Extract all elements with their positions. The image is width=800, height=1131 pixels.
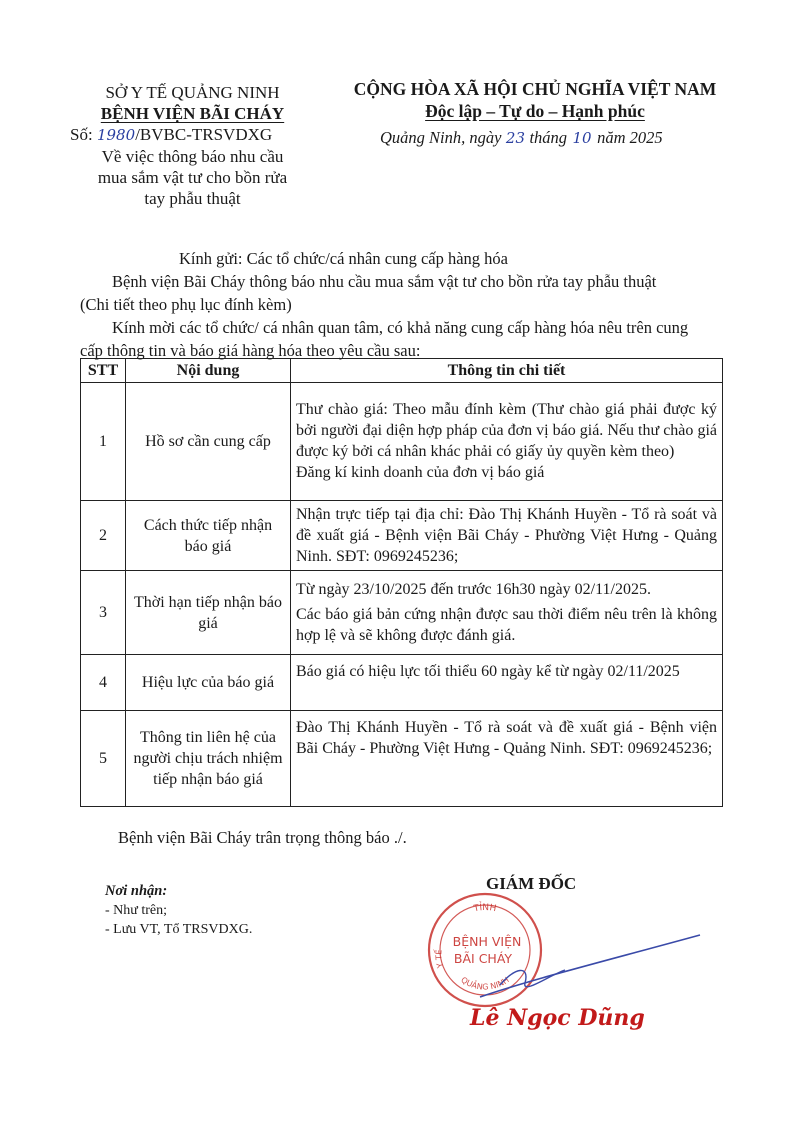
row-content: Thông tin liên hệ của người chịu trách nhiệm tiếp nhận báo giá	[126, 711, 291, 807]
svg-text:BÃI CHÁY: BÃI CHÁY	[453, 951, 513, 966]
agency-name: SỞ Y TẾ QUẢNG NINH	[105, 83, 280, 102]
table-row	[81, 571, 723, 655]
column-header-stt: STT	[81, 359, 126, 383]
signer-name: Lê Ngọc Dũng	[470, 1005, 645, 1031]
doc-number-handwritten: 1980	[96, 126, 136, 144]
date-day-handwritten: 23	[505, 129, 526, 147]
svg-text:QUẢNG NINH: QUẢNG NINH	[459, 975, 511, 992]
paragraph-line: cấp thông tin và báo giá hàng hóa theo yêu cầu sau:	[80, 341, 421, 360]
hospital-name: BỆNH VIỆN BÃI CHÁY	[100, 104, 285, 123]
paragraph-line: (Chi tiết theo phụ lục đính kèm)	[80, 295, 292, 314]
signature-title: GIÁM ĐỐC	[486, 874, 577, 893]
subject-line: mua sắm vật tư cho bồn rửa	[97, 168, 288, 187]
table-row	[81, 655, 723, 711]
subject-line: Về việc thông báo nhu cầu	[101, 147, 284, 166]
recipients-title: Nơi nhận:	[105, 883, 168, 899]
row-number: 1	[81, 383, 126, 501]
recipient-item: - Như trên;	[105, 903, 168, 918]
table-row	[81, 383, 723, 501]
paragraph-line: Bệnh viện Bãi Cháy thông báo nhu cầu mua sắm vật tư cho bồn rửa tay phẫu thuật	[112, 272, 657, 291]
document-date: Quảng Ninh, ngày 23 tháng 10 năm 2025	[380, 128, 663, 147]
row-number: 4	[81, 655, 126, 711]
left-header	[60, 82, 325, 209]
row-content: Hiệu lực của báo giá	[126, 655, 291, 711]
column-header-content: Nội dung	[126, 359, 291, 383]
row-detail: Nhận trực tiếp tại địa chỉ: Đào Thị Khánh Huyền - Tổ rà soát và đề xuất giá - Bệnh viện Bãi Cháy - Phường Việt Hưng - Quảng Ninh. SĐT: 0969245236;	[291, 501, 723, 571]
table-row	[81, 501, 723, 571]
motto: Độc lập – Tự do – Hạnh phúc	[425, 101, 645, 121]
national-title: CỘNG HÒA XÃ HỘI CHỦ NGHĨA VIỆT NAM	[353, 79, 717, 99]
greeting: Kính gửi: Các tổ chức/cá nhân cung cấp hàng hóa	[179, 249, 508, 268]
row-detail: Đào Thị Khánh Huyền - Tổ rà soát và đề xuất giá - Bệnh viện Bãi Cháy - Phường Việt Hưng - Quảng Ninh. SĐT: 0969245236;	[291, 711, 723, 807]
row-number: 5	[81, 711, 126, 807]
row-detail: Báo giá có hiệu lực tối thiểu 60 ngày kể từ ngày 02/11/2025	[291, 655, 723, 711]
paragraph-line: Kính mời các tổ chức/ cá nhân quan tâm, có khả năng cung cấp hàng hóa nêu trên cung	[112, 318, 689, 337]
row-content: Thời hạn tiếp nhận báo giá	[126, 571, 291, 655]
recipients-block	[105, 882, 252, 939]
svg-text:TỈNH: TỈNH	[472, 902, 498, 915]
row-content: Hồ sơ cần cung cấp	[126, 383, 291, 501]
document-number: Số: 1980 /BVBC-TRSVDXG	[70, 125, 273, 144]
recipient-item: - Lưu VT, Tổ TRSVDXG.	[105, 922, 253, 937]
closing-statement: Bệnh viện Bãi Cháy trân trọng thông báo ./.	[118, 828, 407, 847]
svg-text:Y TẾ: Y TẾ	[434, 949, 446, 969]
row-detail: Thư chào giá: Theo mẫu đính kèm (Thư chào giá phải được ký bởi người đại diện hợp pháp của đơn vị báo giá. Nếu thư chào giá được ký bởi cá nhân khác phải có giấy ủy quyền kèm theo) Đăng kí kinh doanh của đơn vị báo giá	[291, 383, 723, 501]
row-content: Cách thức tiếp nhận báo giá	[126, 501, 291, 571]
signature-stroke-icon	[470, 925, 710, 1005]
date-month-handwritten: 10	[572, 129, 592, 147]
svg-text:BỆNH VIỆN: BỆNH VIỆN	[452, 934, 522, 949]
column-header-detail: Thông tin chi tiết	[291, 359, 723, 383]
right-header	[320, 78, 750, 122]
requirements-table	[80, 358, 723, 807]
row-detail: Từ ngày 23/10/2025 đến trước 16h30 ngày 02/11/2025. Các báo giá bản cứng nhận được sau thời điểm nêu trên là không hợp lệ và sẽ không được đánh giá.	[291, 571, 723, 655]
row-number: 2	[81, 501, 126, 571]
subject-line: tay phẫu thuật	[144, 189, 241, 208]
row-number: 3	[81, 571, 126, 655]
table-row	[81, 711, 723, 807]
table-header-row	[81, 359, 723, 383]
